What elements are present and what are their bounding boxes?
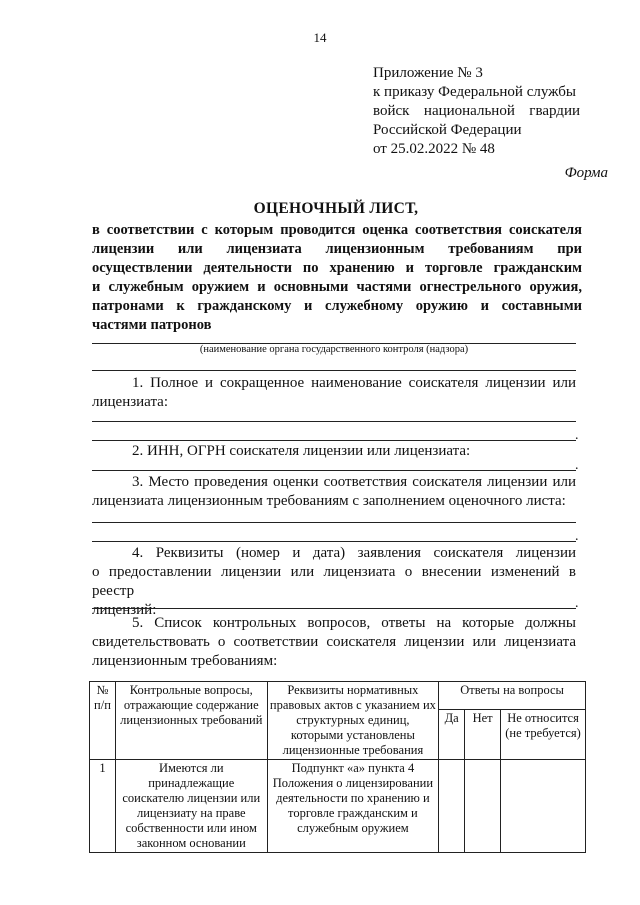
authority-name-line-2[interactable]: [92, 370, 576, 371]
subtitle-line: патронами к гражданскому и служебному оружию и составными: [92, 298, 582, 314]
page-number: 14: [313, 30, 327, 45]
header-no: Нет: [465, 709, 501, 759]
appendix-line: от 25.02.2022 № 48: [373, 141, 495, 157]
appendix-line: Российской Федерации: [373, 122, 522, 138]
item-1-answer-line[interactable]: [92, 421, 576, 422]
header-na: Не относится (не требуется): [501, 709, 586, 759]
subtitle-line: в соответствии с которым проводится оценка соответствия соискателя: [92, 222, 582, 238]
line-end-period: .: [575, 529, 579, 544]
item-1-answer-line-2[interactable]: [92, 440, 576, 441]
line-end-period: .: [575, 458, 579, 473]
item-line: лицензиата:: [92, 394, 169, 410]
item-3-answer-line-2[interactable]: [92, 541, 576, 542]
authority-caption: (наименование органа государственного контроля (надзора): [199, 344, 469, 355]
appendix-line: Приложение № 3: [373, 65, 483, 81]
item-1-text: [92, 374, 576, 412]
item-line: 5. Список контрольных вопросов, ответы на которые должны: [132, 615, 576, 631]
line-end-period: .: [575, 596, 579, 611]
subtitle-line: и служебным оружием и основными частями огнестрельного оружия,: [92, 279, 582, 295]
item-line: лицензиата лицензионным требованиям с заполнением оценочного листа:: [92, 493, 566, 509]
appendix-line: войск национальной гвардии: [373, 103, 580, 119]
table-row: [90, 760, 586, 853]
document-subtitle: [92, 221, 582, 335]
header-num: № п/п: [90, 682, 116, 760]
item-line: 4. Реквизиты (номер и дата) заявления соискателя лицензии: [132, 545, 576, 561]
item-5-text: [92, 614, 576, 671]
line-end-period: .: [575, 428, 579, 443]
item-2-text: [92, 442, 576, 461]
row-answer-yes[interactable]: [439, 760, 465, 853]
control-questions-table: [89, 681, 586, 853]
subtitle-line: осуществлении деятельности по хранению и торговле гражданским: [92, 260, 582, 276]
item-line: свидетельствовать о соответствии соискателя лицензии или лицензиата: [92, 634, 576, 650]
item-line: 1. Полное и сокращенное наименование соискателя лицензии или: [132, 375, 576, 391]
item-2-answer-line[interactable]: [92, 470, 576, 471]
row-answer-no[interactable]: [465, 760, 501, 853]
document-title: ОЦЕНОЧНЫЙ ЛИСТ,: [253, 200, 419, 217]
row-question: Имеются ли принадлежащие соискателю лицензии или лицензиату на праве собственности или ином законном основании: [115, 760, 267, 853]
header-answers: Ответы на вопросы: [439, 682, 586, 710]
header-yes: Да: [439, 709, 465, 759]
subtitle-line: лицензии или лицензиата лицензионным требованиям при: [92, 241, 582, 257]
header-acts: Реквизиты нормативных правовых актов с указанием их структурных единиц, которыми установлены лицензионные требования: [267, 682, 439, 760]
table-header-row: [90, 682, 586, 710]
item-line: о предоставлении лицензии или лицензиата о внесении изменений в реестр: [92, 564, 576, 599]
item-4-answer-line[interactable]: [92, 608, 576, 609]
form-label: Форма: [564, 165, 608, 181]
header-question: Контрольные вопросы, отражающие содержание лицензионных требований: [115, 682, 267, 760]
item-3-text: [92, 473, 576, 511]
row-num: 1: [90, 760, 116, 853]
row-answer-na[interactable]: [501, 760, 586, 853]
appendix-line: к приказу Федеральной службы: [373, 84, 577, 100]
item-line: лицензионным требованиям:: [92, 653, 278, 669]
item-line: 2. ИНН, ОГРН соискателя лицензии или лицензиата:: [132, 443, 471, 459]
subtitle-line: частями патронов: [92, 317, 212, 333]
item-line: 3. Место проведения оценки соответствия соискателя лицензии или: [132, 474, 576, 490]
row-acts: Подпункт «а» пункта 4 Положения о лицензировании деятельности по хранению и торговле гражданским и служебным оружием: [267, 760, 439, 853]
appendix-block: [373, 64, 580, 159]
item-line: лицензий:: [92, 602, 157, 618]
item-3-answer-line[interactable]: [92, 522, 576, 523]
